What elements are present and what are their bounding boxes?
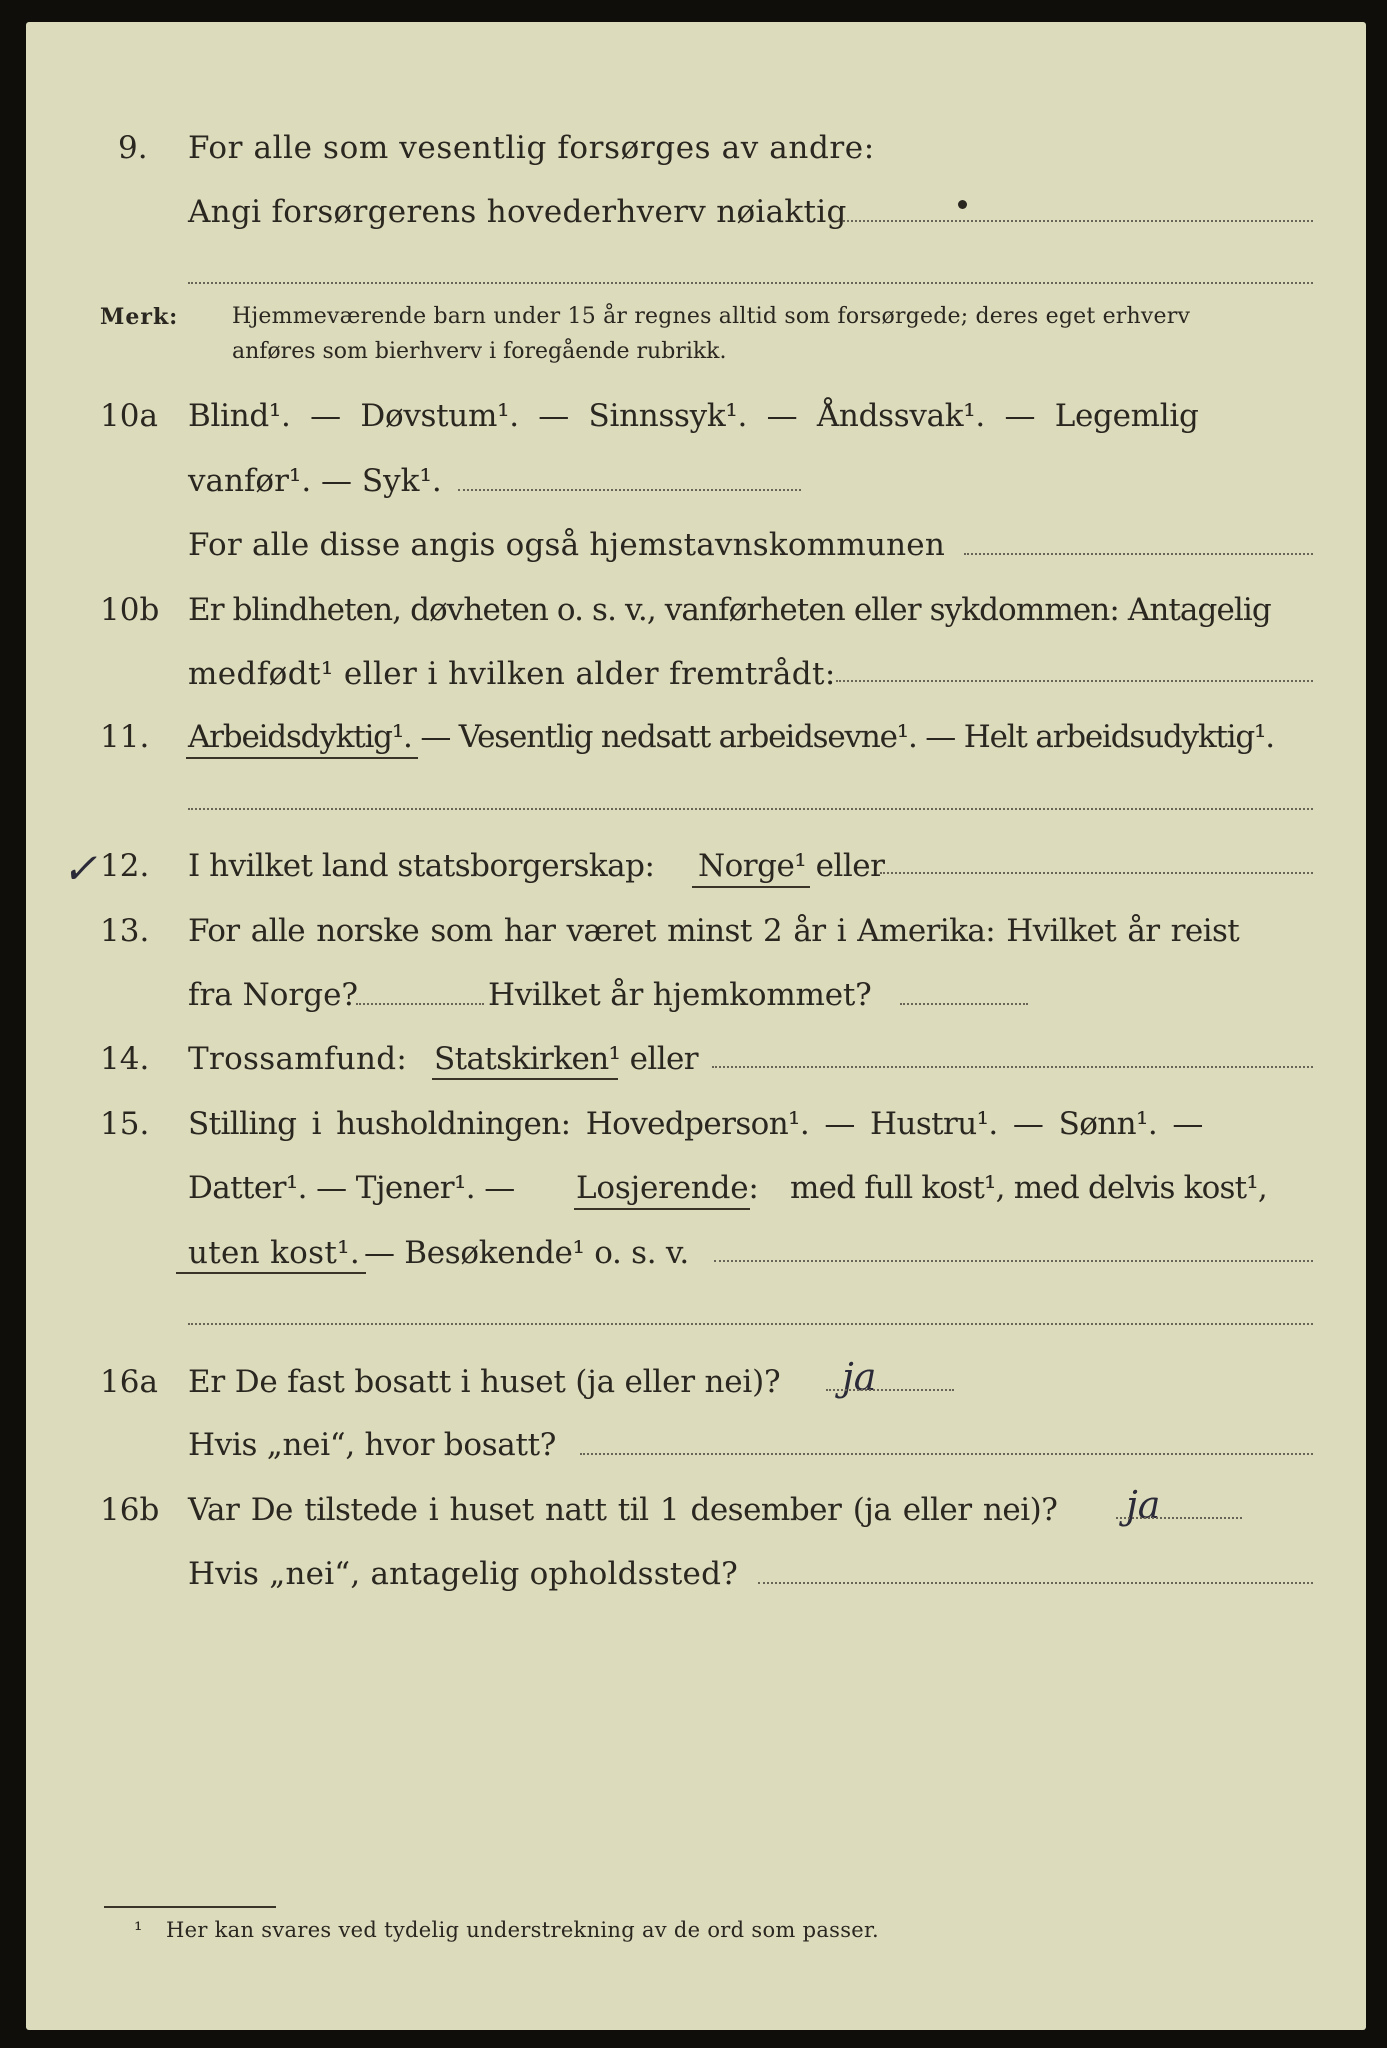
merk-line2: anføres som bierhverv i foregående rubrikk. (232, 339, 727, 364)
q16b-line2: Hvis „nei“, antagelig opholdssted? (188, 1556, 738, 1592)
q12-number: 12. (100, 848, 150, 884)
q15-line3b: — Besøkende¹ o. s. v. (364, 1235, 689, 1271)
footnote-mark: ¹ (134, 1918, 143, 1942)
q10a-line1: Blind¹. — Døvstum¹. — Sinnssyk¹. — Åndssvak¹. — Legemlig (188, 398, 1199, 434)
q15-answer-line-2 (188, 1323, 1313, 1325)
q9-number: 9. (118, 130, 148, 166)
q11-number: 11. (100, 719, 150, 755)
q10a-line3: For alle disse angis også hjemstavnskommunen (188, 527, 945, 563)
q16b-answer-line (1116, 1517, 1242, 1519)
q12-line1b: Norge¹ eller (698, 848, 885, 884)
q14-number: 14. (100, 1041, 150, 1077)
q15-underline-losjerende (574, 1208, 750, 1210)
q10a-number: 10a (100, 398, 158, 434)
q16a-number: 16a (100, 1364, 158, 1400)
q13-line2a: fra Norge? (188, 977, 359, 1013)
q16b-answer-handwritten: ja (1126, 1483, 1161, 1527)
q10b-line1: Er blindheten, døvheten o. s. v., vanførheten eller sykdommen: Antagelig (188, 592, 1271, 628)
q10b-line2: medfødt¹ eller i hvilken alder fremtrådt: (188, 656, 836, 692)
q15-line1: Stilling i husholdningen: Hovedperson¹. — Hustru¹. — Sønn¹. — (188, 1106, 1203, 1142)
q12-checkmark: ✓ (62, 844, 98, 893)
q13-line2b: Hvilket år hjemkommet? (488, 977, 872, 1013)
q10b-number: 10b (100, 592, 160, 628)
q12-answer-line (880, 872, 1313, 874)
q14-line1a: Trossamfund: (188, 1041, 408, 1077)
q13-line1: For alle norske som har været minst 2 år i Amerika: Hvilket år reist (188, 913, 1240, 949)
q10a-line2: vanfør¹. — Syk¹. (188, 463, 442, 499)
q14-answer-line (712, 1066, 1313, 1068)
q11-underline-arbeidsdyktig (186, 757, 418, 759)
q15-line2c: med full kost¹, med delvis kost¹, (790, 1170, 1267, 1206)
merk-label: Merk: (100, 304, 179, 330)
q9-line1: For alle som vesentlig forsørges av andre: (188, 130, 875, 166)
merk-line1: Hjemmeværende barn under 15 år regnes alltid som forsørgede; deres eget erhverv (232, 304, 1191, 329)
q15-line2a: Datter¹. — Tjener¹. — (188, 1170, 515, 1206)
q9-line2: Angi forsørgerens hovederhverv nøiaktig (188, 194, 847, 230)
q15-line3a: uten kost¹. (188, 1235, 360, 1271)
q13-hjemkommet-line (900, 1003, 1028, 1005)
q10a-answer-line (458, 489, 801, 491)
q12-line1a: I hvilket land statsborgerskap: (188, 848, 655, 884)
q16b-opholdssted-line (758, 1582, 1313, 1584)
q16b-number: 16b (100, 1492, 160, 1528)
q9-answer-line-2 (188, 282, 1313, 284)
q15-line2b: Losjerende: (576, 1170, 759, 1206)
footnote-rule (104, 1906, 276, 1908)
q14-underline-statskirken (432, 1078, 618, 1080)
q11-answer-line (188, 808, 1313, 810)
q16a-answer-handwritten: ja (842, 1355, 877, 1399)
q16a-line2: Hvis „nei“, hvor bosatt? (188, 1427, 557, 1463)
q16a-answer-line (826, 1389, 954, 1391)
q10a-kommune-line (964, 553, 1313, 555)
q13-number: 13. (100, 913, 150, 949)
q16b-line1: Var De tilstede i huset natt til 1 desember (ja eller nei)? (188, 1492, 1058, 1528)
q15-underline-uten-kost (176, 1272, 366, 1274)
q14-line1b: Statskirken¹ eller (434, 1041, 698, 1077)
q12-underline-norge (692, 886, 810, 888)
ink-dot (958, 200, 967, 209)
q9-answer-line (838, 220, 1313, 222)
q16a-line1: Er De fast bosatt i huset (ja eller nei)? (188, 1364, 781, 1400)
q15-answer-line (714, 1260, 1313, 1262)
q16a-bosatt-line (580, 1453, 1313, 1455)
q13-reist-line (356, 1003, 484, 1005)
q11-line1: Arbeidsdyktig¹. — Vesentlig nedsatt arbeidsevne¹. — Helt arbeidsudyktig¹. (188, 719, 1274, 755)
q10b-answer-line (836, 680, 1313, 682)
footnote-text: Her kan svares ved tydelig understrekning av de ord som passer. (166, 1918, 880, 1942)
q15-number: 15. (100, 1106, 150, 1142)
